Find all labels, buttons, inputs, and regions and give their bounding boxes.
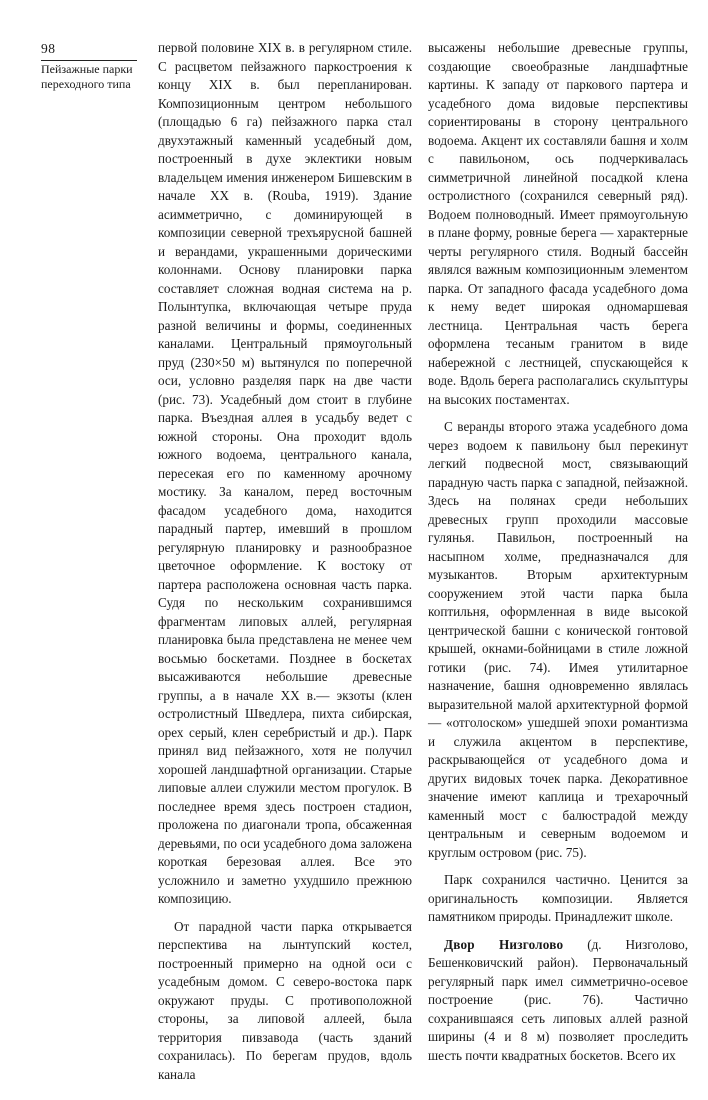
paragraph: От парадной части парка открывается перспектива на лынтупский костел, построенный примерно на одной оси с усадебным домом. С северо-востока парк окружают пруды. С противоположной стороны, за липовой аллеей, была территория пивзавода (часть зданий сохранилась). По берегам прудов, вдоль канала [158,918,412,1082]
estate-title: Двор Низголово [444,936,564,952]
paragraph: высажены небольшие древесные группы, создающие своеобразные ландшафтные картины. К западу от паркового партера и усадебного дома видовые перспективы сориентированы в сторону центрального водоема. Акцент их составляли башня и холм с павильоном, ось подчеркивалась симметричной линейной посадкой клена остролистного (сохранился северный ряд). Водоем полноводный. Имеет прямоугольную в плане форму, ровные берега — характерные черты регулярного стиля. Водный бассейн являлся важным композиционным элементом парка. От западного фасада усадебного дома к нему ведет широкая одномаршевая лестница. Центральная часть берега оформлена тесаным гранитом в виде набережной с лестницей, спускающейся к воде. Вдоль берега располагались скульптуры на высоких постаментах. [428,40,688,407]
header-rule [41,60,137,61]
page-number: 98 [41,41,56,56]
paragraph: Парк сохранился частично. Ценится за оригинальность композиции. Является памятником природы. Принадлежит школе. [428,872,688,924]
paragraph [428,936,688,1066]
section-sidenote: Пейзажные парки переходного типа [41,62,133,91]
paragraph: С веранды второго этажа усадебного дома через водоем к павильону был перекинут легкий подвесной мост, связывающий парадную часть парка с западной, пейзажной. Здесь на полянах среди небольших древесных групп проходили массовые гулянья. Павильон, построенный на насыпном холме, предназначался для музыкантов. Вторым архитектурным сооружением этой части парка была коптильня, оформленная в виде высокой центрической башни с конической гонтовой крышей, окнами-бойницами в стиле ложной готики (рис. 74). Имея утилитарное назначение, башня одновременно являлась выразительной малой архитектурной формой — «отголоском» ушедшей эпохи романтизма и служила акцентом в перспективе, раскрывающейся от усадебного дома и других видовых точек парка. Декоративное значение имеют каплица и трехарочный каменный мост с балюстрадой между центральным и северным водоемом и круглым островом (рис. 75). [428,419,688,860]
text-column-left [158,39,412,1084]
paragraph-text: (д. Низголово, Бешенковичский район). Первоначальный регулярный парк имел симметрично-осевое построение (рис. 76). Частично сохранившаяся сеть липовых аллей разной ширины (4 и 8 м) позволяет проследить шесть почти квадратных боскетов. Всего их [428,936,689,1063]
paragraph: первой половине XIX в. в регулярном стиле. С расцветом пейзажного паркостроения к концу XIX в. был перепланирован. Композиционным центром небольшого (площадью 6 га) пейзажного парка стал двухэтажный каменный усадебный дом, построенный в духе эклектики новым владельцем имения инженером Бишевским в начале XX в. (Rouba, 1919). Здание асимметрично, с доминирующей в композиции северной трехъярусной башней и верандами, украшенными дорическими колоннами. Основу планировки парка составляет сложная водная система на р. Полынтупка, включающая четыре пруда разной величины и формы, соединенных каналами. Центральный прямоугольный пруд (230×50 м) вытянулся по поперечной оси, условно разделяя парк на две части (рис. 73). Усадебный дом стоит в глубине парка. Въездная аллея в усадьбу ведет с южной стороны. Она проходит вдоль южного водоема, центрального канала, пересекая его по каменному арочному мостику. За каналом, перед восточным фасадом усадебного дома, находится парадный партер, имевший в прошлом регулярную планировку и разнообразное цветочное оформление. К востоку от партера расположена основная часть парка. Судя по нескольким сохранившимся фрагментам липовых аллей, регулярная планировка была представлена не менее чем восьмью боскетами. Позднее в боскетах высаживаются небольшие древесные группы, а в начале XX в.— экзоты (клен остролистный Шведлера, пихта сибирская, орех серый, клен серебристый и др.). Парк принял вид пейзажного, хотя не получил хорошей ландшафтной организации. Старые липовые аллеи служили местом прогулок. В последнее время здесь построен стадион, проложена по диагонали тропа, обсаженная деревьями, по оси усадебного дома заложена короткая березовая аллея. Все это усложнило и заметно ухудшило прежнюю композицию. [158,40,412,906]
text-column-right [428,39,688,1065]
